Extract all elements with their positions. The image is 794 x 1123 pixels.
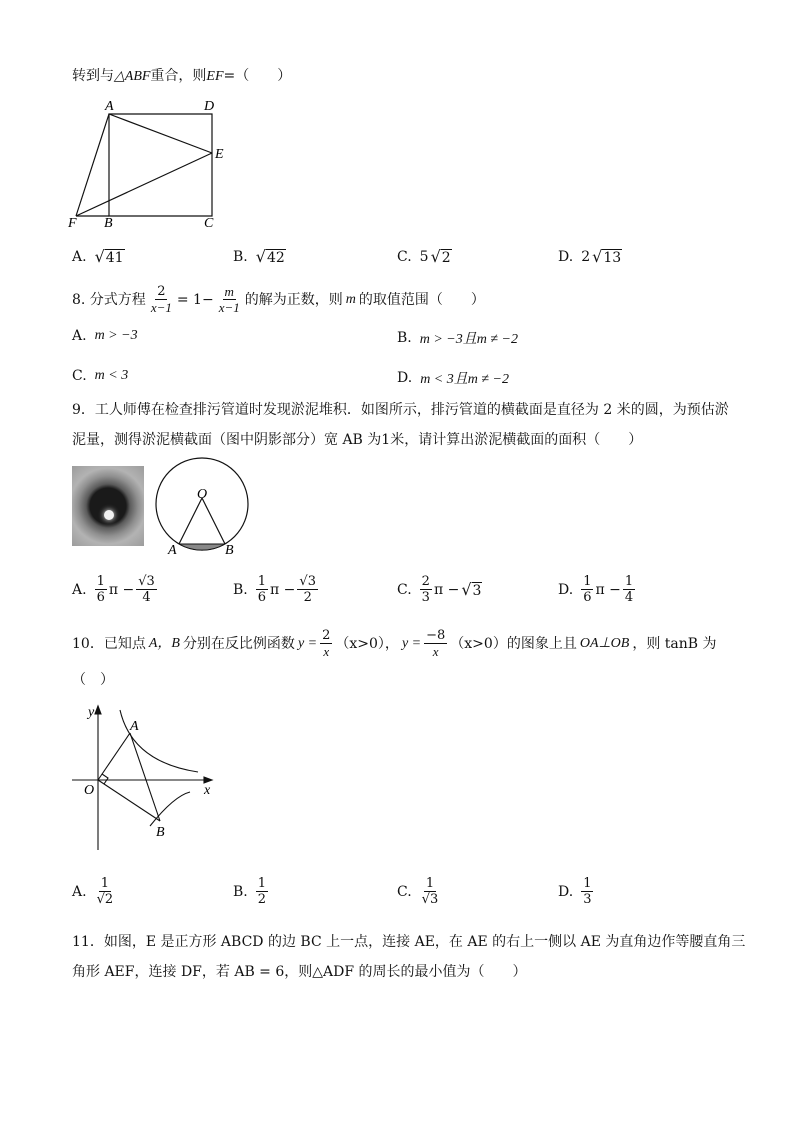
q8-option-a[interactable]: A. m > −3	[72, 328, 138, 344]
q9-label-o: O	[197, 487, 208, 502]
q7-label-a: A	[105, 99, 114, 114]
q7-label-e: E	[215, 147, 224, 162]
q9-label-b: B	[225, 543, 234, 556]
q9-label-a: A	[168, 543, 177, 556]
q8-option-b[interactable]: B. m > −3且m ≠ −2	[397, 330, 518, 347]
q7-label-d: D	[204, 99, 215, 114]
q7-label-c: C	[204, 216, 214, 231]
q10-option-a[interactable]: A. $\frac{1}{√2}$	[72, 876, 114, 907]
q10-label-a: A	[130, 719, 139, 734]
q11-stem-line1: 11．如图，E 是正方形 ABCD 的边 BC 上一点，连接 AE，在 AE 的右上一侧以 AE 为直角边作等腰直角三	[72, 934, 746, 950]
q7-label-f: F	[68, 216, 77, 231]
q7-stem: 转到与△ABF重合，则EF=（ ）	[72, 68, 292, 84]
q9-stem-line2: 泥量，测得淤泥横截面（图中阴影部分）宽 AB 为1米，请计算出淤泥横截面的面积（ ）	[72, 432, 643, 448]
q10-label-y: y	[88, 705, 95, 720]
q10-stem: 10．已知点 A，B 分别在反比例函数 y = $\frac{2}{x}$ （x>0）， y = $\frac{-8}{x}$ （x>0）的图象上且 OA⊥OB ，则 tanB 为	[72, 628, 717, 659]
sewer-pipe-photo	[72, 466, 144, 546]
q9-option-b[interactable]: B. $\frac{1}{6}$ π − $\frac{√3}{2}$	[233, 574, 316, 605]
q9-option-d[interactable]: D. $\frac{1}{6}$ π − $\frac{1}{4}$	[558, 574, 634, 605]
q7-figure	[66, 96, 236, 232]
q10-label-b: B	[156, 825, 165, 840]
q9-figure	[150, 456, 256, 556]
q9-stem-line1: 9．工人师傅在检查排污管道时发现淤泥堆积．如图所示，排污管道的横截面是直径为 2 米的圆，为预估淤	[72, 402, 729, 418]
q10-figure	[70, 700, 220, 858]
q10-stem-line2: （ ）	[72, 672, 114, 688]
q10-label-x: x	[204, 783, 211, 798]
q10-option-d[interactable]: D. $\frac{1}{3}$	[558, 876, 592, 907]
q9-option-a[interactable]: A. $\frac{1}{6}$ π − $\frac{√3}{4}$	[72, 574, 155, 605]
q8-option-c[interactable]: C. m < 3	[72, 368, 129, 384]
q8-option-d[interactable]: D. m < 3且m ≠ −2	[397, 370, 509, 387]
q10-option-b[interactable]: B. $\frac{1}{2}$	[233, 876, 267, 907]
q7-option-d[interactable]: D. 2 √ 13	[558, 247, 622, 266]
q7-option-b[interactable]: B. √ 42	[233, 247, 285, 266]
q10-option-c[interactable]: C. $\frac{1}{√3}$	[397, 876, 439, 907]
q7-option-a[interactable]: A. √ 41	[72, 247, 124, 266]
q9-option-c[interactable]: C. $\frac{2}{3}$ π − √ 3	[397, 574, 482, 605]
q7-option-c[interactable]: C. 5 √ 2	[397, 247, 451, 266]
q7-label-b: B	[104, 216, 113, 231]
q11-stem-line2: 角形 AEF，连接 DF，若 AB = 6，则△ADF 的周长的最小值为（ ）	[72, 964, 527, 980]
q8-stem: 8. 分式方程 $\frac{2}{x-1}$ = 1− $\frac{m}{x-1}$ 的解为正数，则 m 的取值范围（ ）	[72, 284, 485, 315]
q10-label-o: O	[84, 783, 95, 798]
